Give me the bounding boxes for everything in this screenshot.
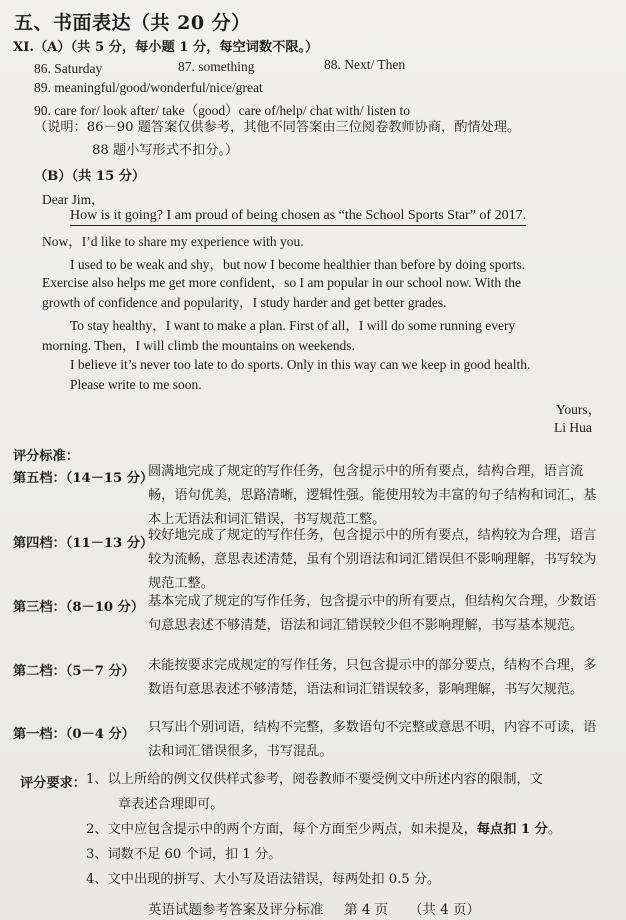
level-2-label: 第二档：（5－7 分） bbox=[13, 664, 135, 679]
requirement-1-line1: 1、以上所给的例文仅供样式参考，阅卷教师不要受例文中所述内容的限制，文 bbox=[86, 772, 543, 787]
footer-page-number: 第 4 页 bbox=[344, 902, 389, 918]
level-5-label: 第五档：（14－15 分） bbox=[13, 471, 154, 486]
letter-greeting: Dear Jim， bbox=[42, 192, 105, 207]
level-1-label: 第一档：（0－4 分） bbox=[13, 727, 135, 742]
level-4-text: 较好地完成了规定的写作任务，包含提示中的所有要点，结构较为合理，语言较为流畅，意思表述清楚，虽有个别语法和词汇错误但不影响理解，书写较为规范工整。 bbox=[148, 528, 597, 591]
part-b-heading: （B）（共 15 分） bbox=[34, 169, 146, 184]
letter-signature: Li Hua bbox=[554, 420, 592, 435]
requirement-3: 3、词数不足 60 个词，扣 1 分。 bbox=[86, 847, 282, 862]
letter-para2-line2: Exercise also helps me get more confident，so I am popular in our school now. With the bbox=[42, 275, 521, 290]
scoring-heading: 评分标准： bbox=[13, 449, 79, 464]
level-2-text: 未能按要求完成规定的写作任务，只包含提示中的部分要点，结构不合理，多数语句意思表述不够清楚，语法和词汇错误较多，影响理解，书写欠规范。 bbox=[148, 658, 597, 697]
footer-title: 英语试题参考答案及评分标准 bbox=[148, 902, 324, 918]
letter-para2-line3: growth of confidence and popularity，I study harder and get better grades. bbox=[42, 295, 447, 310]
letter-para4-line1: I believe it’s never too late to do sports. Only in this way can we keep in good health. bbox=[70, 357, 531, 372]
letter-para1-line1: How is it going? I am proud of being chosen as “the School Sports Star” of 2017. bbox=[70, 208, 526, 226]
section-title: 五、书面表达（共 20 分） bbox=[14, 12, 251, 34]
level-3-text: 基本完成了规定的写作任务，包含提示中的所有要点，但结构欠合理，少数语句意思表述不够清楚，语法和词汇错误较少但不影响理解，书写基本规范。 bbox=[148, 594, 597, 633]
letter-para1-line2: Now，I’d like to share my experience with you. bbox=[42, 234, 304, 249]
answer-88: 88. Next/ Then bbox=[324, 57, 406, 72]
letter-para3-line1: To stay healthy，I want to make a plan. First of all，I will do some running every bbox=[70, 318, 516, 333]
letter-closing: Yours， bbox=[556, 402, 602, 417]
requirement-2-bold: 每点扣 1 分 bbox=[476, 822, 548, 837]
part-xi-heading: XI.（A）（共 5 分，每小题 1 分，每空词数不限。） bbox=[13, 40, 319, 55]
letter-para3-line2: morning. Then，I will climb the mountains on weekends. bbox=[42, 338, 355, 353]
answer-87: 87. something bbox=[178, 59, 255, 74]
requirement-2-suffix: 。 bbox=[547, 822, 562, 837]
level-3-label: 第三档：（8－10 分） bbox=[13, 600, 145, 615]
answer-90: 90. care for/ look after/ take（good）care of/help/ chat with/ listen to bbox=[34, 103, 410, 118]
requirement-2-prefix: 2、文中应包含提示中的两个方面，每个方面至少两点，如未提及， bbox=[86, 822, 477, 837]
requirements-label: 评分要求： bbox=[20, 776, 86, 791]
level-4-label: 第四档：（11－13 分） bbox=[13, 536, 154, 551]
level-5-text: 圆满地完成了规定的写作任务，包含提示中的所有要点，结构合理，语言流畅，语句优美，思路清晰，逻辑性强。能使用较为丰富的句子结构和词汇，基本上无语法和词汇错误，书写规范工整。 bbox=[148, 464, 597, 527]
requirement-2 bbox=[86, 822, 561, 838]
footer bbox=[148, 898, 480, 918]
footer-total-pages: （共 4 页） bbox=[408, 902, 481, 918]
level-1-text: 只写出个别词语，结构不完整，多数语句不完整或意思不明，内容不可读，语法和词汇错误很多，书写混乱。 bbox=[148, 720, 597, 759]
requirement-1-line2: 章表述合理即可。 bbox=[118, 797, 224, 812]
answer-note-line1: （说明：86－90 题答案仅供参考，其他不同答案由三位阅卷教师协商，酌情处理。 bbox=[34, 120, 521, 135]
letter-para4-line2: Please write to me soon. bbox=[70, 377, 202, 392]
requirement-4: 4、文中出现的拼写、大小写及语法错误，每两处扣 0.5 分。 bbox=[86, 872, 441, 887]
answer-89: 89. meaningful/good/wonderful/nice/great bbox=[34, 80, 263, 95]
answer-note-line2: 88 题小写形式不扣分。） bbox=[92, 143, 239, 158]
answer-86: 86. Saturday bbox=[34, 61, 103, 76]
letter-para2-line1: I used to be weak and shy，but now I become healthier than before by doing sports. bbox=[70, 257, 526, 272]
